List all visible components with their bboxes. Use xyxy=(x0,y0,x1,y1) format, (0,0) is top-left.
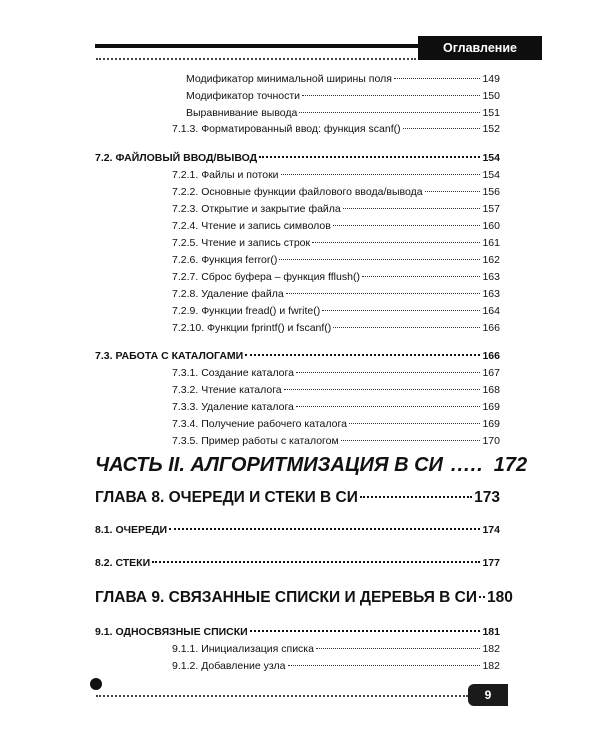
toc-entry-title: Функции fprintf() и fscanf() xyxy=(207,322,332,334)
toc-entry-title: Функция ferror() xyxy=(201,254,278,266)
toc-entry-page: 150 xyxy=(482,90,500,102)
toc-entry[interactable] xyxy=(186,72,500,86)
toc-entry[interactable] xyxy=(172,168,500,182)
toc-entry-title: РАБОТА С КАТАЛОГАМИ xyxy=(115,350,244,362)
page-number: 9 xyxy=(484,688,492,702)
toc-entry-page: 169 xyxy=(482,401,500,413)
leader-dots xyxy=(284,389,481,390)
toc-entry-title: Модификатор точности xyxy=(186,90,301,102)
toc-entry-page: 156 xyxy=(482,186,500,198)
leader-dots xyxy=(245,354,480,356)
leader-dots xyxy=(152,561,480,563)
toc-entry-title: Получение рабочего каталога xyxy=(201,418,347,430)
leader-dots xyxy=(360,496,472,498)
leader-dots xyxy=(341,440,481,441)
leader-dots: ..... xyxy=(450,454,484,476)
toc-entry-page: 164 xyxy=(482,305,500,317)
leader-dots xyxy=(362,276,481,277)
toc-entry[interactable] xyxy=(172,400,500,414)
toc-entry[interactable] xyxy=(172,253,500,267)
leader-dots xyxy=(279,259,480,260)
toc-entry-page: 166 xyxy=(482,350,500,362)
toc-entry[interactable] xyxy=(172,219,500,233)
toc-entry-title: Сброс буфера – функция fflush() xyxy=(201,271,360,283)
toc-entry-page: 182 xyxy=(482,660,500,672)
leader-dots xyxy=(302,95,480,96)
toc-entry[interactable] xyxy=(172,122,500,136)
toc-entry-title: Добавление узла xyxy=(201,660,286,672)
leader-dots xyxy=(296,372,481,373)
toc-entry-number: 7.3. xyxy=(95,350,113,362)
toc-entry[interactable] xyxy=(172,659,500,673)
footer-bullet xyxy=(90,678,102,690)
toc-chapter[interactable] xyxy=(95,488,500,508)
toc-entry-title: ОЧЕРЕДИ xyxy=(115,524,168,536)
footer-dotted-rule xyxy=(96,695,468,697)
toc-entry-title: Пример работы с каталогом xyxy=(201,435,339,447)
toc-entry-page: 149 xyxy=(482,73,500,85)
toc-entry-title: Основные функции файлового ввода/вывода xyxy=(201,186,423,198)
leader-dots xyxy=(349,423,481,424)
toc-entry[interactable] xyxy=(172,383,500,397)
leader-dots xyxy=(316,648,480,649)
toc-entry-number: 7.3.4. xyxy=(172,418,199,430)
toc-entry-page: 181 xyxy=(482,626,500,638)
toc-chapter[interactable] xyxy=(95,588,513,608)
page-number-tab xyxy=(468,684,508,706)
toc-entry-page: 163 xyxy=(482,288,500,300)
toc-entry-number: 7.2.8. xyxy=(172,288,199,300)
leader-dots xyxy=(333,327,480,328)
header-dotted-rule xyxy=(96,58,416,60)
toc-entry-title: Форматированный ввод: функция scanf() xyxy=(201,123,401,135)
leader-dots xyxy=(322,310,480,311)
toc-part[interactable] xyxy=(95,452,528,478)
toc-entry[interactable] xyxy=(172,202,500,216)
toc-entry-number: 7.3.3. xyxy=(172,401,199,413)
toc-entry[interactable] xyxy=(186,89,500,103)
toc-section[interactable] xyxy=(95,349,500,363)
toc-entry[interactable] xyxy=(172,185,500,199)
leader-dots xyxy=(333,225,481,226)
toc-entry-title: Выравнивание вывода xyxy=(186,107,298,119)
toc-entry-title: ФАЙЛОВЫЙ ВВОД/ВЫВОД xyxy=(115,152,258,164)
leader-dots xyxy=(259,156,480,158)
leader-dots xyxy=(403,128,481,129)
leader-dots xyxy=(281,174,481,175)
toc-entry-number: 8.1. xyxy=(95,524,113,536)
toc-entry-number: 7.3.5. xyxy=(172,435,199,447)
toc-section[interactable] xyxy=(95,556,500,570)
toc-entry[interactable] xyxy=(172,304,500,318)
toc-entry-number: 7.2.4. xyxy=(172,220,199,232)
toc-section[interactable] xyxy=(95,151,500,165)
leader-dots xyxy=(296,406,481,407)
toc-entry-title: Удаление файла xyxy=(201,288,284,300)
toc-entry-title: Файлы и потоки xyxy=(201,169,279,181)
toc-entry-title: Создание каталога xyxy=(201,367,294,379)
toc-entry[interactable] xyxy=(172,236,500,250)
toc-entry-page: 161 xyxy=(482,237,500,249)
running-header xyxy=(418,36,542,60)
leader-dots xyxy=(479,596,485,598)
toc-entry-title: Функции fread() и fwrite() xyxy=(201,305,321,317)
toc-entry-page: 154 xyxy=(482,169,500,181)
leader-dots xyxy=(299,112,480,113)
toc-entry-page: 157 xyxy=(482,203,500,215)
toc-entry[interactable] xyxy=(172,270,500,284)
toc-entry-page: 154 xyxy=(482,152,500,164)
toc-entry-title: Чтение каталога xyxy=(201,384,282,396)
toc-entry-number: 7.2.9. xyxy=(172,305,199,317)
toc-entry-page: 152 xyxy=(482,123,500,135)
toc-chapter-title: ГЛАВА 8. ОЧЕРЕДИ И СТЕКИ В СИ xyxy=(95,489,358,506)
toc-section[interactable] xyxy=(95,625,500,639)
leader-dots xyxy=(425,191,481,192)
leader-dots xyxy=(286,293,481,294)
toc-entry[interactable] xyxy=(172,417,500,431)
toc-entry-number: 9.1.2. xyxy=(172,660,199,672)
toc-entry-title: Чтение и запись символов xyxy=(201,220,331,232)
toc-entry-title: Открытие и закрытие файла xyxy=(201,203,341,215)
toc-entry-number: 7.2.1. xyxy=(172,169,199,181)
toc-entry-number: 7.2.10. xyxy=(172,322,205,334)
toc-entry-number: 7.2.3. xyxy=(172,203,199,215)
toc-entry-number: 7.2. xyxy=(95,152,113,164)
toc-entry-page: 166 xyxy=(482,322,500,334)
toc-entry-page: 182 xyxy=(482,643,500,655)
toc-chapter-title: ГЛАВА 9. СВЯЗАННЫЕ СПИСКИ И ДЕРЕВЬЯ В СИ xyxy=(95,589,477,606)
toc-entry[interactable] xyxy=(172,642,500,656)
toc-section[interactable] xyxy=(95,523,500,537)
toc-entry-number: 8.2. xyxy=(95,557,113,569)
running-header-title: Оглавление xyxy=(443,41,517,55)
toc-entry-page: 168 xyxy=(482,384,500,396)
toc-entry-page: 163 xyxy=(482,271,500,283)
toc-entry-number: 9.1. xyxy=(95,626,113,638)
toc-entry-number: 7.2.2. xyxy=(172,186,199,198)
toc-entry-number: 7.2.5. xyxy=(172,237,199,249)
toc-entry-page: 174 xyxy=(482,524,500,536)
toc-entry-title: ОДНОСВЯЗНЫЕ СПИСКИ xyxy=(115,626,248,638)
toc-entry-title: Инициализация списка xyxy=(201,643,314,655)
leader-dots xyxy=(250,630,481,632)
toc-entry-title: Модификатор минимальной ширины поля xyxy=(186,73,392,85)
toc-entry-number: 7.3.1. xyxy=(172,367,199,379)
leader-dots xyxy=(312,242,480,243)
toc-entry[interactable] xyxy=(172,287,500,301)
toc-entry-number: 7.2.7. xyxy=(172,271,199,283)
leader-dots xyxy=(288,665,481,666)
toc-entry[interactable] xyxy=(172,321,500,335)
toc-entry-title: СТЕКИ xyxy=(115,557,151,569)
toc-entry-title: Чтение и запись строк xyxy=(201,237,311,249)
toc-entry[interactable] xyxy=(172,366,500,380)
toc-part-title: ЧАСТЬ II. АЛГОРИТМИЗАЦИЯ В СИ xyxy=(95,454,443,476)
toc-entry-page: 151 xyxy=(482,107,500,119)
toc-entry[interactable] xyxy=(172,434,500,448)
leader-dots xyxy=(343,208,481,209)
toc-entry-number: 7.3.2. xyxy=(172,384,199,396)
toc-entry-page: 162 xyxy=(482,254,500,266)
toc-entry-page: 170 xyxy=(482,435,500,447)
toc-entry-page: 172 xyxy=(493,454,528,476)
toc-entry-title: Удаление каталога xyxy=(201,401,294,413)
toc-entry-number: 7.1.3. xyxy=(172,123,199,135)
leader-dots xyxy=(394,78,481,79)
toc-entry-page: 173 xyxy=(474,489,500,506)
toc-entry[interactable] xyxy=(186,106,500,120)
toc-entry-number: 7.2.6. xyxy=(172,254,199,266)
toc-entry-page: 180 xyxy=(486,589,513,606)
leader-dots xyxy=(169,528,480,530)
toc-entry-number: 9.1.1. xyxy=(172,643,199,655)
toc-entry-page: 167 xyxy=(482,367,500,379)
toc-entry-page: 160 xyxy=(482,220,500,232)
toc-entry-page: 177 xyxy=(482,557,500,569)
toc-entry-page: 169 xyxy=(482,418,500,430)
